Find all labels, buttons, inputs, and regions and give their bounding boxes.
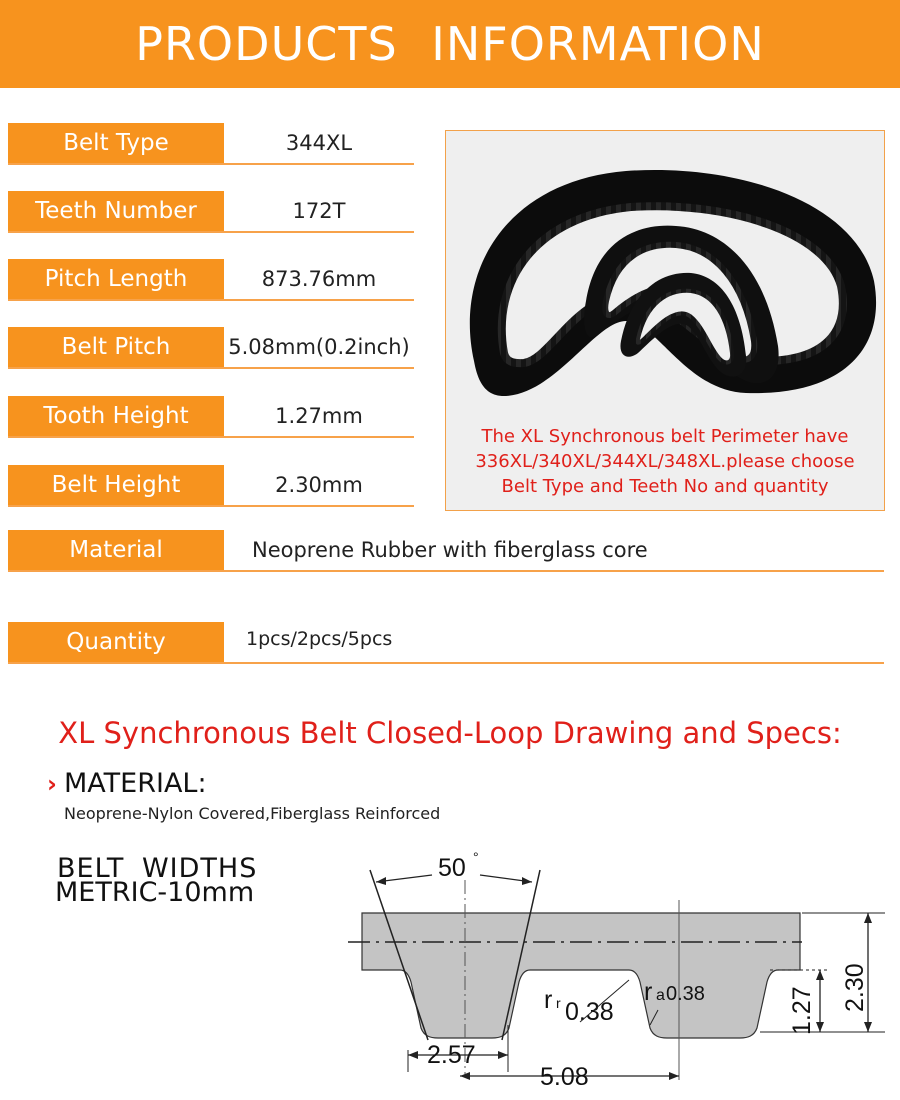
spec-label: Quantity xyxy=(8,622,224,662)
caption-line: 336XL/340XL/344XL/348XL.please choose xyxy=(475,451,855,472)
spec-label: Belt Pitch xyxy=(8,327,224,367)
degree-symbol: ° xyxy=(473,849,479,865)
spec-label: Belt Height xyxy=(8,465,224,505)
spec-divider xyxy=(8,299,414,301)
spec-label: Teeth Number xyxy=(8,191,224,231)
spec-divider xyxy=(8,231,414,233)
photo-caption xyxy=(446,424,884,499)
angle-value: 50 xyxy=(438,854,466,882)
spec-value: 1.27mm xyxy=(275,404,363,428)
spec-label: Material xyxy=(8,530,224,570)
spec-value: Neoprene Rubber with fiberglass core xyxy=(252,538,648,562)
caption-line: The XL Synchronous belt Perimeter have xyxy=(481,426,849,447)
tooth-profile-drawing xyxy=(340,840,890,1095)
spec-value: 1pcs/2pcs/5pcs xyxy=(246,628,393,650)
tip-radius-subscript: a xyxy=(656,987,665,1004)
spec-divider xyxy=(8,662,884,664)
spec-value: 5.08mm(0.2inch) xyxy=(228,335,410,359)
root-radius-prefix: r xyxy=(544,986,553,1014)
chevron-right-icon: › xyxy=(47,770,57,798)
material-description: Neoprene-Nylon Covered,Fiberglass Reinforced xyxy=(64,804,441,823)
belt-widths-label: BELT WIDTHS xyxy=(57,853,258,884)
pitch-value: 5.08 xyxy=(540,1063,589,1091)
spec-divider xyxy=(8,505,414,507)
spec-value: 873.76mm xyxy=(261,267,377,291)
spec-label: Belt Type xyxy=(8,123,224,163)
material-heading: MATERIAL: xyxy=(64,768,207,799)
spec-divider xyxy=(8,367,414,369)
page-title: PRODUCTS INFORMATION xyxy=(135,17,765,71)
belt-product-photo xyxy=(445,130,885,511)
tooth-width-value: 2.57 xyxy=(427,1041,476,1069)
tooth-height-value: 1.27 xyxy=(788,986,816,1035)
belt-loops-image xyxy=(446,131,884,421)
caption-line: Belt Type and Teeth No and quantity xyxy=(501,476,829,497)
spec-divider xyxy=(8,570,884,572)
spec-label: Pitch Length xyxy=(8,259,224,299)
spec-value: 344XL xyxy=(285,131,353,155)
metric-width-label: METRIC-10mm xyxy=(55,877,255,908)
drawing-section-title: XL Synchronous Belt Closed-Loop Drawing and Specs: xyxy=(58,716,842,750)
tip-radius-value: 0.38 xyxy=(666,983,705,1005)
belt-height-value: 2.30 xyxy=(841,963,869,1012)
spec-label: Tooth Height xyxy=(8,396,224,436)
tip-radius-prefix: r xyxy=(644,978,653,1006)
spec-value: 172T xyxy=(292,199,346,223)
root-radius-value: 0.38 xyxy=(565,998,614,1026)
spec-value: 2.30mm xyxy=(275,473,363,497)
root-radius-subscript: r xyxy=(556,995,561,1011)
spec-divider xyxy=(8,163,414,165)
spec-divider xyxy=(8,436,414,438)
products-information-banner xyxy=(0,0,900,88)
